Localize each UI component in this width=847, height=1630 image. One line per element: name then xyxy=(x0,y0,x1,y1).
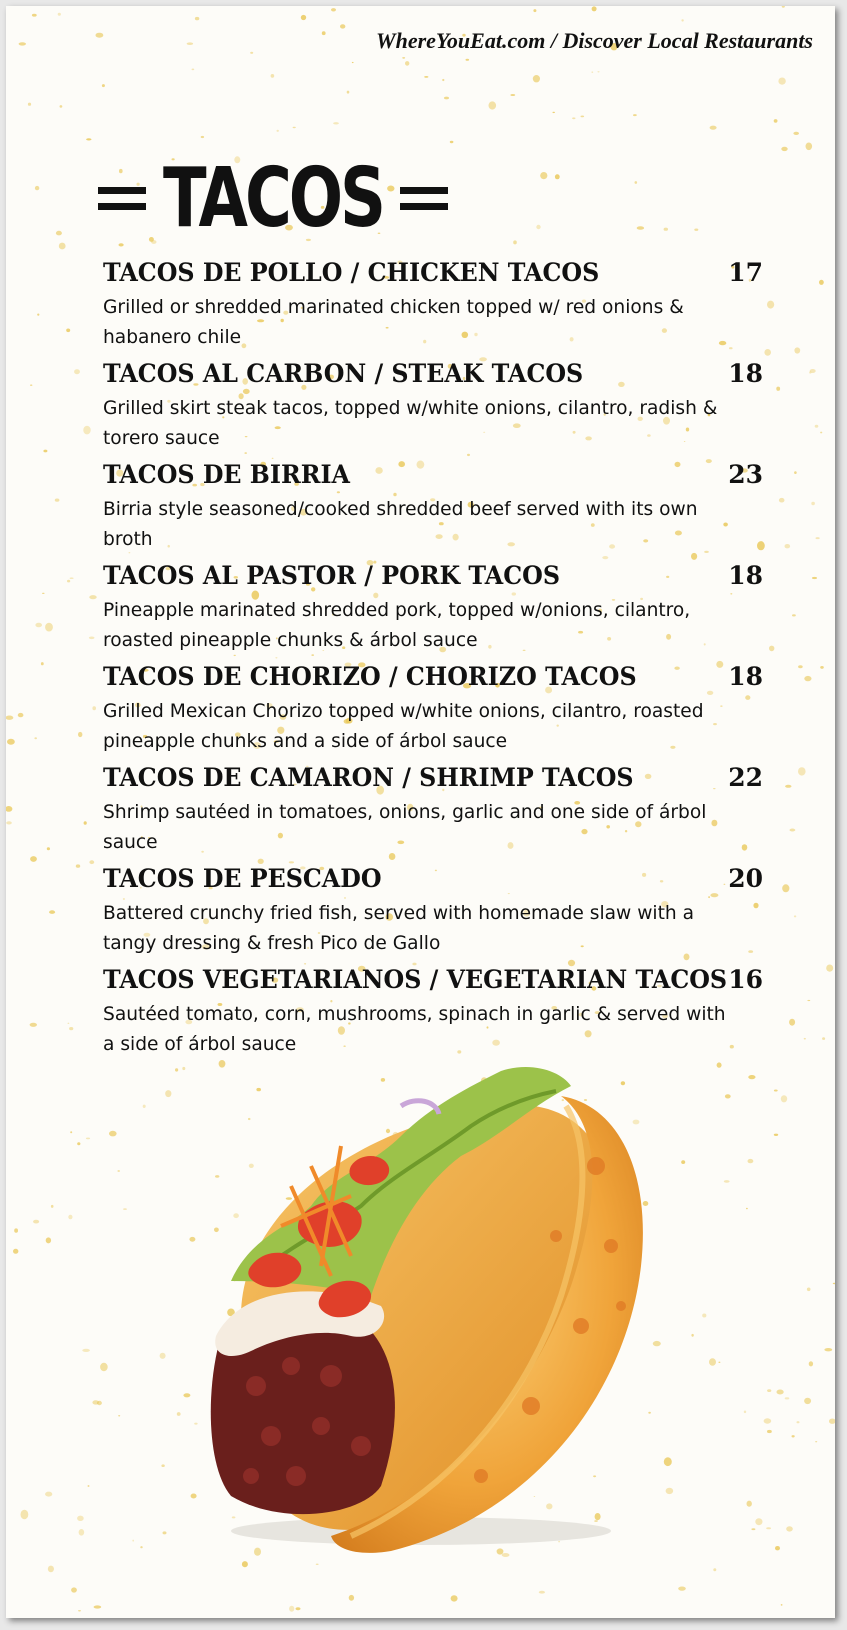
speckle xyxy=(792,1435,795,1437)
speckle xyxy=(250,52,253,54)
speckle xyxy=(572,117,575,119)
speckle xyxy=(444,97,449,100)
speckle xyxy=(6,821,12,824)
speckle xyxy=(664,1457,672,1466)
speckle xyxy=(30,856,37,862)
item-description: Battered crunchy fried fish, served with homemade slaw with a tangy dressing & fresh Pico de Gallo xyxy=(103,902,695,954)
speckle xyxy=(748,1159,754,1163)
speckle xyxy=(820,666,824,669)
speckle xyxy=(30,385,32,386)
speckle xyxy=(807,1288,811,1292)
speckle xyxy=(195,17,199,20)
menu-page xyxy=(6,6,835,1618)
speckle xyxy=(66,329,70,333)
speckle xyxy=(829,1419,835,1424)
speckle xyxy=(161,1464,164,1467)
speckle xyxy=(819,280,824,285)
speckle xyxy=(89,637,95,640)
speckle xyxy=(597,71,599,72)
speckle xyxy=(76,864,80,867)
menu-item xyxy=(103,662,783,763)
item-description: Grilled Mexican Chorizo topped w/white onions, cilantro, roasted pineapple chunks and a side of árbol sauce xyxy=(103,700,704,752)
speckle xyxy=(405,61,409,66)
speckle xyxy=(140,1546,142,1548)
speckle xyxy=(68,1023,70,1024)
speckle xyxy=(187,42,193,45)
speckle xyxy=(316,1564,319,1565)
speckle xyxy=(718,1362,720,1363)
menu-item xyxy=(103,258,783,359)
speckle xyxy=(450,141,454,143)
speckle xyxy=(21,1510,29,1519)
menu-item xyxy=(103,460,783,561)
speckle xyxy=(815,1441,817,1442)
speckle xyxy=(767,1430,772,1433)
speckle xyxy=(70,1131,72,1133)
speckle xyxy=(744,1411,746,1414)
speckle xyxy=(109,1131,117,1137)
speckle xyxy=(755,1518,762,1525)
speckle xyxy=(792,614,796,616)
speckle xyxy=(794,347,800,353)
speckle xyxy=(70,577,74,579)
speckle xyxy=(804,1398,811,1404)
speckle xyxy=(78,732,82,737)
speckle xyxy=(694,229,698,231)
item-price: 18 xyxy=(728,561,763,590)
speckle xyxy=(764,1418,772,1423)
speckle xyxy=(798,665,803,668)
speckle xyxy=(94,1605,102,1608)
speckle xyxy=(48,1566,54,1573)
speckle xyxy=(60,105,63,108)
speckle xyxy=(182,1067,185,1070)
speckle xyxy=(820,432,822,434)
speckle xyxy=(811,502,815,505)
item-name: TACOS DE BIRRIA xyxy=(103,460,350,489)
speckle xyxy=(781,1604,783,1606)
speckle xyxy=(322,31,326,35)
speckle xyxy=(666,1488,674,1494)
speckle xyxy=(533,9,536,12)
speckle xyxy=(35,623,42,628)
menu-item xyxy=(103,763,783,864)
speckle xyxy=(296,1607,301,1610)
speckle xyxy=(812,577,817,579)
section-heading xyxy=(98,151,448,246)
speckle xyxy=(794,471,797,474)
speckle xyxy=(833,1283,835,1284)
speckle xyxy=(160,1353,166,1359)
speckle xyxy=(815,425,819,428)
item-name: TACOS DE CAMARON / SHRIMP TACOS xyxy=(103,763,634,792)
speckle xyxy=(774,119,778,123)
speckle xyxy=(45,1492,52,1497)
speckle xyxy=(92,706,96,710)
speckle xyxy=(513,240,517,244)
speckle xyxy=(191,1494,197,1499)
speckle xyxy=(633,114,637,116)
speckle xyxy=(301,15,306,20)
speckle xyxy=(702,1314,706,1318)
menu-list xyxy=(103,258,783,1066)
speckle xyxy=(32,14,37,17)
watermark-text: WhereYouEat.com / Discover Local Restaurants xyxy=(376,28,813,53)
speckle xyxy=(78,1610,81,1611)
speckle xyxy=(46,1237,51,1243)
speckle xyxy=(58,13,61,16)
speckle xyxy=(536,225,540,229)
speckle xyxy=(782,884,789,892)
speckle xyxy=(774,1090,778,1092)
speckle xyxy=(289,1606,294,1612)
speckle xyxy=(189,1237,195,1242)
item-price: 23 xyxy=(728,460,763,489)
speckle xyxy=(539,1591,545,1594)
speckle xyxy=(807,1000,810,1001)
speckle xyxy=(709,1358,716,1366)
speckle xyxy=(88,1485,90,1487)
speckle xyxy=(19,42,26,45)
speckle xyxy=(790,829,796,832)
speckle xyxy=(45,623,53,632)
speckle xyxy=(69,1027,73,1030)
speckle xyxy=(100,1363,108,1371)
speckle xyxy=(34,737,37,739)
speckle xyxy=(59,243,66,250)
taco-illustration xyxy=(201,1066,651,1556)
speckle xyxy=(117,1170,120,1172)
speckle xyxy=(86,138,91,140)
speckle xyxy=(83,426,90,435)
speckle xyxy=(194,1423,197,1425)
speckle xyxy=(747,1501,752,1507)
speckle xyxy=(118,1415,120,1416)
section-title: TACOS xyxy=(163,150,383,246)
speckle xyxy=(30,1023,37,1027)
speckle xyxy=(442,79,444,81)
speckle xyxy=(82,1349,90,1352)
speckle xyxy=(748,1075,755,1079)
speckle xyxy=(592,6,597,11)
speckle xyxy=(746,1208,748,1210)
item-description: Sautéed tomato, corn, mushrooms, spinach in garlic & served with a side of árbol sauce xyxy=(103,1003,726,1055)
speckle xyxy=(67,580,70,583)
speckle xyxy=(201,136,204,138)
speckle xyxy=(77,1516,84,1521)
speckle xyxy=(132,1540,134,1542)
speckle xyxy=(678,1587,686,1591)
speckle xyxy=(781,147,787,151)
speckle xyxy=(810,369,816,373)
speckle xyxy=(793,132,799,135)
speckle xyxy=(143,1105,146,1108)
speckle xyxy=(809,1361,813,1366)
item-name: TACOS DE PESCADO xyxy=(103,864,382,893)
speckle xyxy=(6,806,12,812)
speckle xyxy=(333,122,339,124)
speckle xyxy=(767,1389,771,1392)
speckle xyxy=(424,76,428,78)
heading-right-bars xyxy=(400,187,448,210)
speckle xyxy=(37,314,39,316)
speckle xyxy=(71,1587,77,1592)
speckle xyxy=(49,910,55,914)
speckle xyxy=(775,1546,780,1550)
speckle xyxy=(13,1249,18,1254)
item-price: 18 xyxy=(728,359,763,388)
speckle xyxy=(785,1397,790,1399)
speckle xyxy=(175,1068,178,1071)
item-description: Birria style seasoned/cooked shredded beef served with its own broth xyxy=(103,498,698,550)
speckle xyxy=(74,369,80,374)
speckle xyxy=(340,24,345,28)
speckle xyxy=(822,1037,825,1040)
speckle xyxy=(68,1215,72,1220)
speckle xyxy=(96,33,104,38)
item-description: Pineapple marinated shredded pork, topped w/onions, cilantro, roasted pineapple chunks & árbol sauce xyxy=(103,599,691,651)
speckle xyxy=(824,1348,832,1351)
speckle xyxy=(766,1527,771,1529)
speckle xyxy=(691,1334,693,1337)
speckle xyxy=(451,1595,458,1601)
speckle xyxy=(277,130,279,132)
speckle xyxy=(785,785,791,788)
speckle xyxy=(552,112,555,113)
speckle xyxy=(7,739,15,745)
item-description: Shrimp sautéed in tomatoes, onions, garlic and one side of árbol sauce xyxy=(103,801,707,853)
speckle xyxy=(798,767,806,775)
speckle xyxy=(635,181,638,184)
menu-item xyxy=(103,864,783,965)
speckle xyxy=(28,103,31,106)
speckle xyxy=(778,78,785,85)
speckle xyxy=(86,1138,90,1140)
item-price: 22 xyxy=(728,763,763,792)
speckle xyxy=(806,143,813,151)
item-description: Grilled skirt steak tacos, topped w/white onions, cilantro, radish & torero sauce xyxy=(103,397,718,449)
speckle xyxy=(77,1142,80,1145)
speckle xyxy=(786,1526,793,1531)
speckle xyxy=(352,62,354,63)
item-name: TACOS DE CHORIZO / CHORIZO TACOS xyxy=(103,662,637,691)
speckle xyxy=(782,6,785,8)
speckle xyxy=(347,91,350,94)
speckle xyxy=(664,228,668,231)
item-name: TACOS AL CARBON / STEAK TACOS xyxy=(103,359,584,388)
speckle xyxy=(789,1019,795,1026)
speckle xyxy=(6,716,13,720)
speckle xyxy=(33,1220,39,1224)
item-price: 18 xyxy=(728,662,763,691)
speckle xyxy=(293,127,296,128)
speckle xyxy=(331,8,336,11)
speckle xyxy=(47,847,50,850)
item-price: 20 xyxy=(728,864,763,893)
speckle xyxy=(777,1390,784,1395)
speckle xyxy=(681,19,683,21)
speckle xyxy=(725,1094,731,1098)
heading-left-bars xyxy=(98,187,146,210)
speckle xyxy=(816,537,820,539)
speckle xyxy=(402,57,405,58)
speckle xyxy=(724,1180,730,1183)
speckle xyxy=(797,1421,800,1423)
speckle xyxy=(35,186,39,190)
speckle xyxy=(42,593,45,594)
speckle xyxy=(751,1528,755,1530)
speckle xyxy=(123,1208,127,1210)
speckle xyxy=(653,1341,661,1346)
speckle xyxy=(242,1561,248,1567)
speckle xyxy=(183,1393,190,1397)
speckle xyxy=(89,860,94,864)
speckle xyxy=(466,59,470,61)
speckle xyxy=(591,72,593,73)
speckle xyxy=(804,1038,806,1040)
item-name: TACOS AL PASTOR / PORK TACOS xyxy=(103,561,560,590)
speckle xyxy=(271,74,275,78)
speckle xyxy=(349,1595,354,1601)
speckle xyxy=(43,450,47,453)
speckle xyxy=(637,226,644,230)
speckle xyxy=(18,713,24,717)
speckle xyxy=(102,84,105,87)
menu-item xyxy=(103,965,783,1066)
speckle xyxy=(533,75,540,82)
speckle xyxy=(681,1160,685,1164)
speckle xyxy=(581,116,585,118)
speckle xyxy=(804,676,811,681)
speckle xyxy=(41,662,44,665)
speckle xyxy=(510,94,515,96)
speckle xyxy=(540,172,547,179)
speckle xyxy=(89,595,96,599)
speckle xyxy=(781,1095,787,1102)
menu-item xyxy=(103,359,783,460)
speckle xyxy=(92,1400,99,1404)
speckle xyxy=(55,499,60,502)
item-description: Grilled or shredded marinated chicken topped w/ red onions & habanero chile xyxy=(103,296,684,348)
speckle xyxy=(489,101,497,109)
speckle xyxy=(826,965,833,972)
speckle xyxy=(84,821,87,825)
item-price: 16 xyxy=(728,965,763,994)
item-name: TACOS DE POLLO / CHICKEN TACOS xyxy=(103,258,600,287)
item-name: TACOS VEGETARIANOS / VEGETARIAN TACOS xyxy=(103,965,728,994)
speckle xyxy=(794,915,796,917)
speckle xyxy=(56,231,62,236)
speckle xyxy=(555,174,560,179)
speckle xyxy=(785,544,791,548)
speckle xyxy=(710,126,717,130)
speckle xyxy=(163,1531,167,1534)
speckle xyxy=(177,1412,181,1416)
speckle xyxy=(713,1568,716,1571)
speckle xyxy=(79,1529,85,1536)
speckle xyxy=(165,1090,171,1097)
speckle xyxy=(14,1228,18,1232)
speckle xyxy=(774,1134,778,1136)
item-price: 17 xyxy=(728,258,763,287)
speckle xyxy=(192,69,195,71)
speckle xyxy=(51,1205,54,1208)
menu-item xyxy=(103,561,783,662)
